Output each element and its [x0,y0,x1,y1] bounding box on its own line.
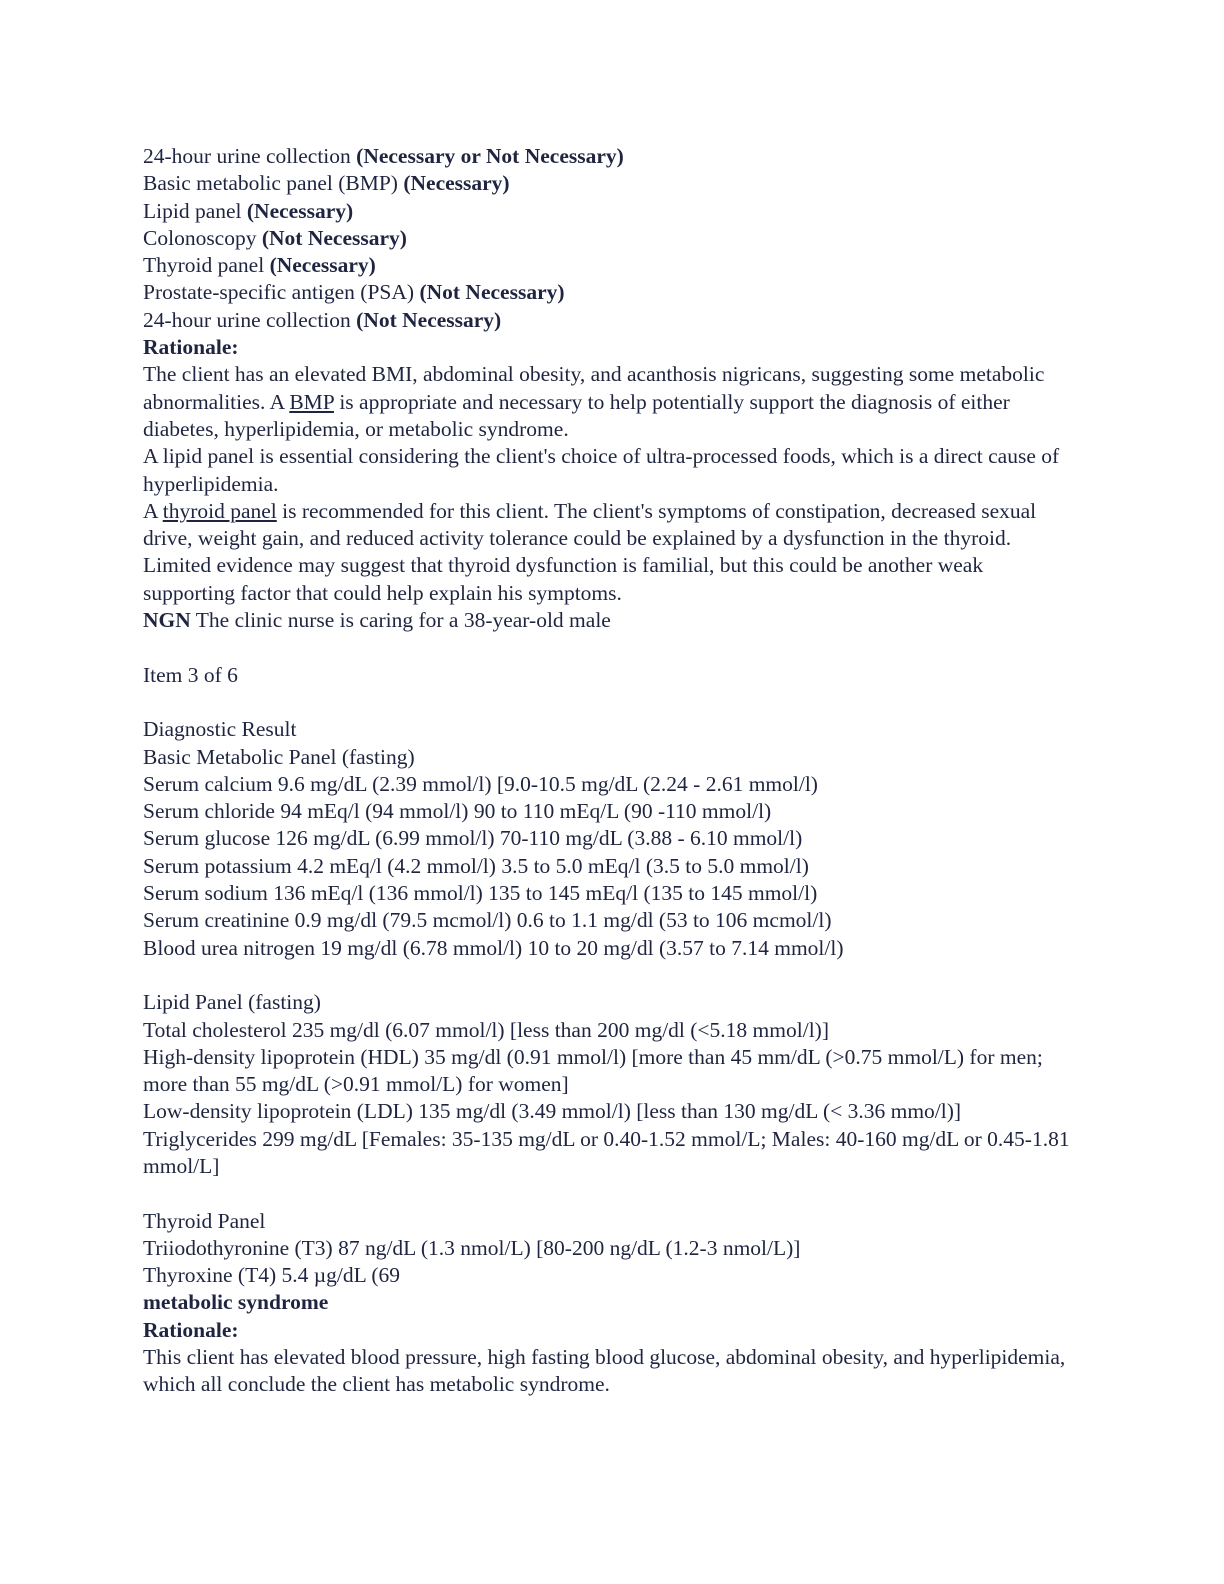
result-row: Serum potassium 4.2 mEq/l (4.2 mmol/l) 3.5 to 5.0 mEq/l (3.5 to 5.0 mmol/l) [143,853,809,878]
test-name: Basic metabolic panel (BMP) [143,171,404,196]
rationale-heading: Rationale: [143,1317,239,1342]
ngn-line [143,607,1073,634]
thyroid-panel-link[interactable]: thyroid panel [162,498,277,523]
lipid-title: Lipid Panel (fasting) [143,990,321,1015]
result-row: Serum glucose 126 mg/dL (6.99 mmol/l) 70-110 mg/dL (3.88 - 6.10 mmol/l) [143,826,803,851]
test-name: 24-hour urine collection [143,307,357,332]
bmp-title: Basic Metabolic Panel (fasting) [143,744,415,769]
rationale-paragraph-conclusion: This client has elevated blood pressure, high fasting blood glucose, abdominal obesity, and hyperlipidemia, which all conclude the client has metabolic syndrome. [143,1345,1066,1397]
result-row: Triglycerides 299 mg/dL [Females: 35-135 mg/dL or 0.40-1.52 mmol/L; Males: 40-160 mg/dL or 0.45-1.81 mmol/L] [143,1126,1070,1178]
test-list [143,143,1073,334]
test-item [143,279,1073,306]
ngn-text: The clinic nurse is caring for a 38-year-old male [190,608,611,633]
test-verdict: (Necessary) [269,253,376,278]
test-name: Thyroid panel [143,253,270,278]
result-row: Total cholesterol 235 mg/dl (6.07 mmol/l) [less than 200 mg/dl (<5.18 mmol/l)] [143,1017,829,1042]
test-item [143,198,1073,225]
test-verdict: (Not Necessary) [261,225,407,250]
bmp-link[interactable]: BMP [289,389,334,414]
result-row: Low-density lipoprotein (LDL) 135 mg/dl (3.49 mmol/l) [less than 130 mg/dL (< 3.36 mmo/l)] [143,1099,962,1124]
test-name: Prostate-specific antigen (PSA) [143,280,420,305]
test-verdict: (Not Necessary) [356,307,502,332]
rationale-paragraph-thyroid: A thyroid panel is recommended for this client. The client's symptoms of constipation, decreased sexual drive, weight gain, and reduced activity tolerance could be explained by a dysfunction in the thyroid. Limited evidence may suggest that thyroid dysfunction is familial, but this could be another weak supporting factor that could help explain his symptoms. [143,498,1037,605]
spacer [143,1180,1073,1207]
result-row: Serum sodium 136 mEq/l (136 mmol/l) 135 to 145 mEq/l (135 to 145 mmol/l) [143,881,818,906]
test-verdict: (Necessary) [246,198,354,223]
item-counter: Item 3 of 6 [143,662,238,687]
result-row: Serum chloride 94 mEq/l (94 mmol/l) 90 to 110 mEq/L (90 -110 mmol/l) [143,799,772,824]
bmp-results [143,771,1073,962]
test-verdict: (Necessary or Not Necessary) [356,144,624,168]
lipid-results [143,1017,1073,1181]
test-item [143,225,1073,252]
answer: metabolic syndrome [143,1290,329,1315]
test-item [143,170,1073,197]
test-item [143,252,1073,279]
result-row: Serum creatinine 0.9 mg/dl (79.5 mcmol/l) 0.6 to 1.1 mg/dl (53 to 106 mcmol/l) [143,908,832,933]
result-row: High-density lipoprotein (HDL) 35 mg/dl (0.91 mmol/l) [more than 45 mm/dL (>0.75 mmol/L) for men; more than 55 mg/dL (>0.91 mmol/L) for women] [143,1044,1043,1097]
rationale-paragraph-lipid: A lipid panel is essential considering the client's choice of ultra-processed foods, which is a direct cause of hyperlipidemia. [143,444,1060,496]
rationale-paragraph-bmp: The client has an elevated BMI, abdominal obesity, and acanthosis nigricans, suggesting some metabolic abnormalities. A BMP is appropriate and necessary to help potentially support the diagnosis of either diabetes, hyperlipidemia, or metabolic syndrome. [143,362,1045,441]
thyroid-results [143,1235,1073,1290]
spacer [143,634,1073,661]
result-row: Blood urea nitrogen 19 mg/dl (6.78 mmol/l) 10 to 20 mg/dl (3.57 to 7.14 mmol/l) [143,935,844,960]
test-item [143,307,1073,334]
thyroid-title: Thyroid Panel [143,1208,266,1233]
result-row: Thyroxine (T4) 5.4 µg/dL (69 [143,1263,400,1288]
spacer [143,962,1073,989]
ngn-label: NGN [143,608,191,633]
rationale-heading: Rationale: [143,335,239,360]
document-page [143,143,1073,1399]
test-verdict: (Not Necessary) [419,280,565,305]
test-item [143,143,1073,170]
test-verdict: (Necessary) [403,171,510,196]
result-row: Triiodothyronine (T3) 87 ng/dL (1.3 nmol/L) [80-200 ng/dL (1.2-3 nmol/L)] [143,1235,801,1260]
diagnostic-title: Diagnostic Result [143,717,297,742]
test-name: Colonoscopy [143,225,262,250]
test-name: Lipid panel [143,198,247,223]
test-name: 24-hour urine collection [143,144,357,168]
spacer [143,689,1073,716]
result-row: Serum calcium 9.6 mg/dL (2.39 mmol/l) [9.0-10.5 mg/dL (2.24 - 2.61 mmol/l) [143,771,818,796]
